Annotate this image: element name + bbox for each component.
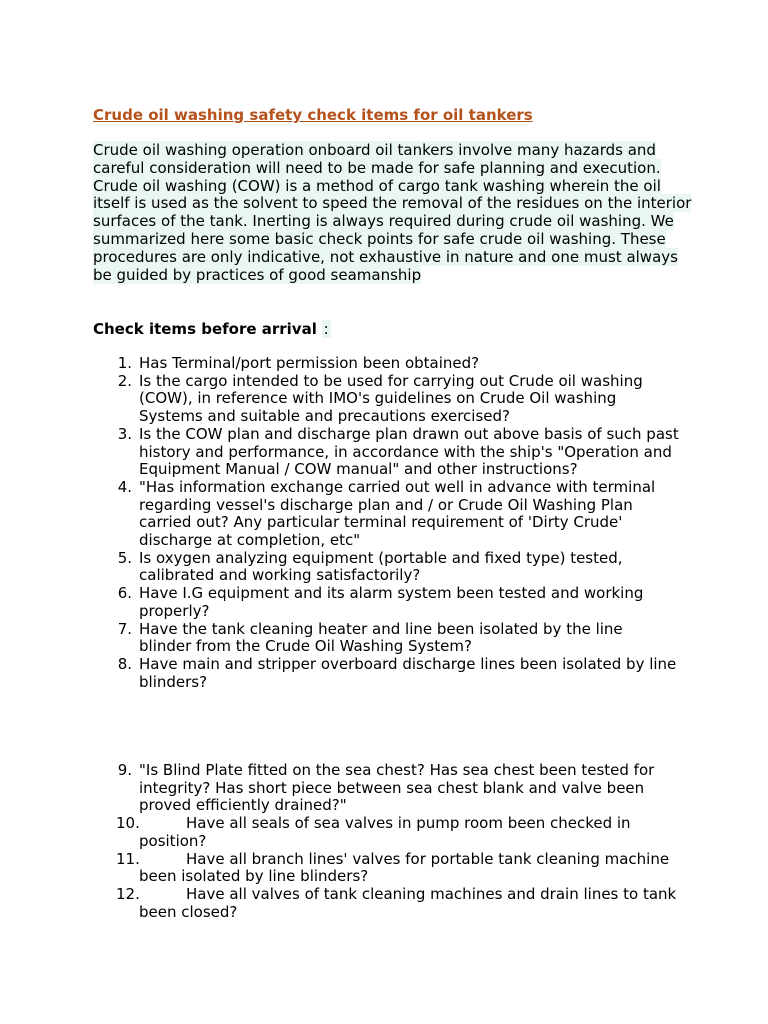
list-item <box>0 355 679 373</box>
list-item <box>0 851 679 886</box>
list-item <box>0 479 679 550</box>
list-item <box>0 656 679 691</box>
list-item-text: Is the COW plan and discharge plan drawn out above basis of such past history and performance, in accordance with the ship's "Operation and Equipment Manual / COW manual" and other instructions? <box>139 424 679 479</box>
list-item-number: 2. <box>117 371 132 390</box>
intro-paragraph <box>93 142 693 284</box>
list-item <box>0 585 679 620</box>
checklist-part-2 <box>0 762 679 921</box>
list-item-text: Have all seals of sea valves in pump room been checked in position? <box>139 814 631 850</box>
list-item-text: Has Terminal/port permission been obtained? <box>139 354 480 372</box>
intro-text: Crude oil washing operation onboard oil tankers involve many hazards and careful consideration will need to be made for safe planning and execution. Crude oil washing (COW) is a method of cargo tank washing wherein the oil itself is used as the solvent to speed the removal of the residues on the interior surfaces of the tank. Inerting is always required during crude oil washing. We summarized here some basic check points for safe crude oil washing. These procedures are only indicative, not exhaustive in nature and one must always be guided by practices of good seamanship <box>93 141 692 284</box>
list-item-text: Have the tank cleaning heater and line been isolated by the line blinder from the Crude Oil Washing System? <box>139 619 623 656</box>
list-item-number: 7. <box>117 619 132 638</box>
list-item-number: 10. <box>116 814 140 833</box>
list-item <box>0 550 679 585</box>
list-item-number: 12. <box>116 884 140 903</box>
list-item-number: 4. <box>117 477 132 496</box>
list-item <box>0 426 679 479</box>
list-item-text: Have main and stripper overboard discharge lines been isolated by line blinders? <box>139 654 677 691</box>
list-item-number: 9. <box>117 761 132 779</box>
list-item-text: Have all valves of tank cleaning machines and drain lines to tank been closed? <box>139 884 677 921</box>
list-item-number: 8. <box>117 654 132 673</box>
section-heading-colon: : <box>323 320 329 338</box>
list-item-number: 3. <box>117 424 132 443</box>
section-heading-text: Check items before arrival <box>93 320 317 338</box>
section-heading <box>93 319 331 339</box>
list-item-text: "Has information exchange carried out well in advance with terminal regarding vessel's discharge plan and / or Crude Oil Washing Plan carried out? Any particular terminal requirement of 'Dirty Crude' discharge at completion, etc" <box>139 477 656 550</box>
list-item <box>0 815 679 850</box>
list-item <box>0 621 679 656</box>
list-item <box>0 373 679 426</box>
list-item-text: "Is Blind Plate fitted on the sea chest? Has sea chest been tested for integrity? Has short piece between sea chest blank and valve been proved efficiently drained?" <box>139 761 655 815</box>
list-item-number: 6. <box>117 584 132 603</box>
document-title: Crude oil washing safety check items for oil tankers <box>93 106 533 124</box>
list-item <box>0 762 679 815</box>
list-item <box>0 886 679 921</box>
list-item-number: 11. <box>116 849 140 868</box>
list-item-number: 5. <box>117 548 132 567</box>
checklist-part-1 <box>0 355 679 691</box>
list-item-text: Have I.G equipment and its alarm system been tested and working properly? <box>139 584 644 620</box>
list-item-number: 1. <box>117 354 132 372</box>
list-item-text: Have all branch lines' valves for portable tank cleaning machine been isolated by line blinders? <box>139 849 670 886</box>
list-item-text: Is the cargo intended to be used for carrying out Crude oil washing (COW), in reference with IMO's guidelines on Crude Oil washing Systems and suitable and precautions exercised? <box>139 371 643 426</box>
list-item-text: Is oxygen analyzing equipment (portable and fixed type) tested, calibrated and working satisfactorily? <box>139 548 623 585</box>
